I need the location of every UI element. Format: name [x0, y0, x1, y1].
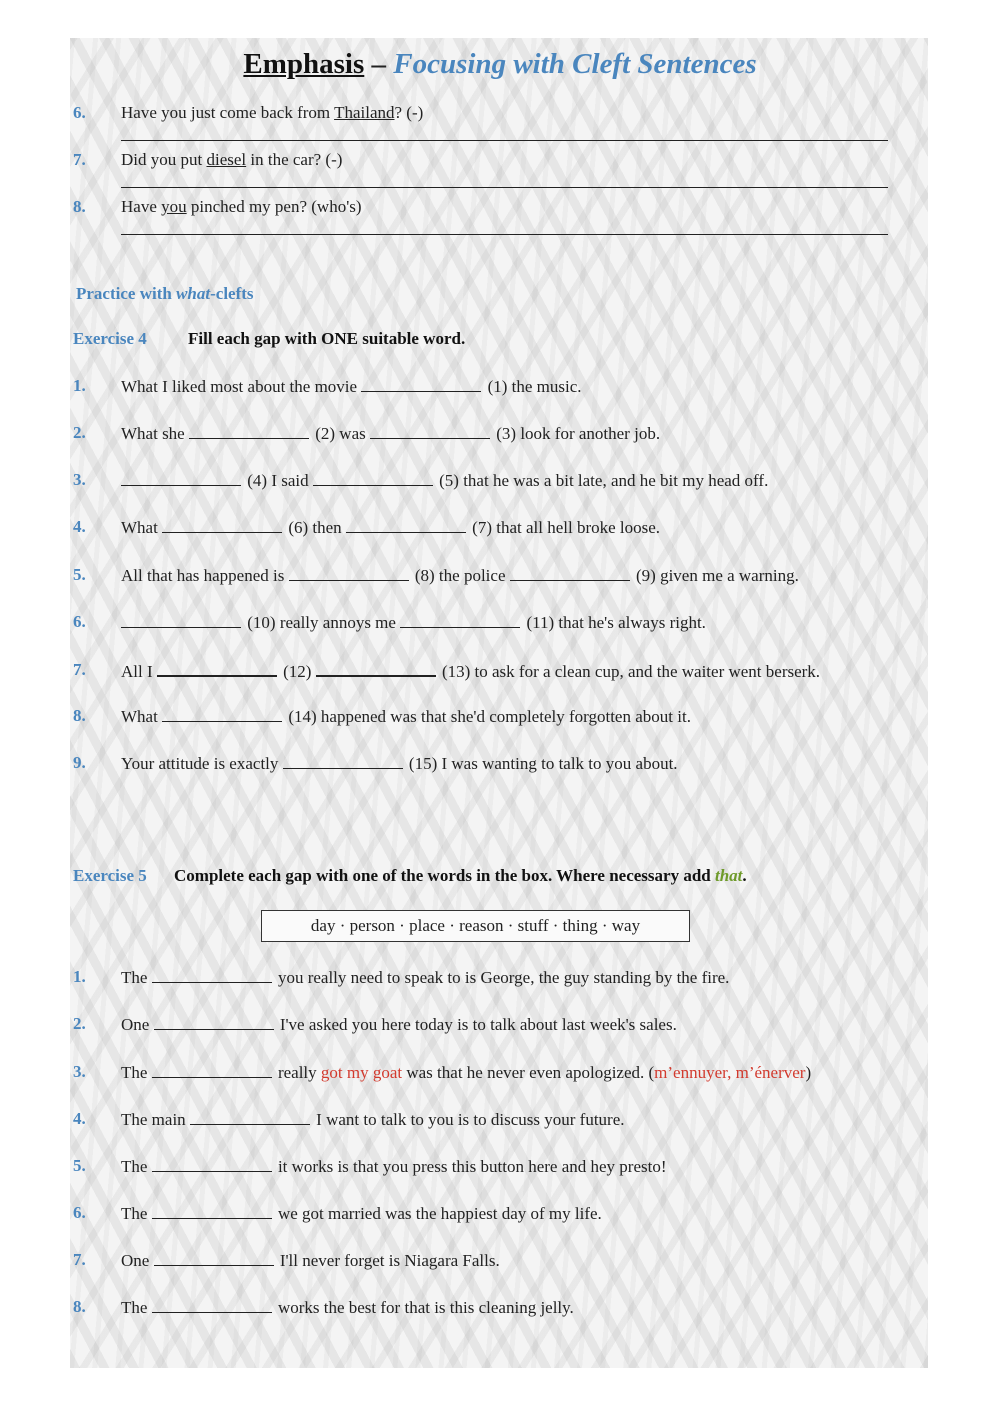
gap-blank[interactable] — [154, 1250, 274, 1266]
answer-line[interactable] — [121, 234, 888, 235]
item-text: What (14) happened was that she'd completely forgotten about it. — [121, 707, 691, 726]
item-number: 7. — [73, 150, 86, 169]
highlight-word: that — [715, 866, 743, 885]
item-number: 8. — [73, 706, 86, 725]
item-text: Did you put diesel in the car? (-) — [121, 150, 343, 169]
item-number: 2. — [73, 423, 86, 442]
title-subtitle: Focusing with Cleft Sentences — [393, 48, 757, 80]
gap-blank[interactable] — [152, 1203, 272, 1219]
title-main: Emphasis — [243, 48, 365, 80]
gap-blank[interactable] — [162, 706, 282, 722]
item-text: Have you just come back from Thailand? (-) — [121, 103, 424, 122]
gap-blank[interactable] — [152, 967, 272, 983]
item-number: 6. — [73, 612, 86, 631]
item-number: 7. — [73, 660, 86, 679]
item-text: The main I want to talk to you is to discuss your future. — [121, 1110, 625, 1129]
title-dash: – — [364, 48, 394, 80]
item-number: 3. — [73, 470, 86, 489]
exercise-4-label: Exercise 4 — [73, 329, 147, 348]
underlined-word: you — [161, 197, 187, 216]
gap-blank[interactable] — [346, 517, 466, 533]
item-text: What she (2) was (3) look for another job. — [121, 424, 661, 443]
item-text: Have you pinched my pen? (who's) — [121, 197, 362, 216]
item-number: 9. — [73, 753, 86, 772]
exercise-4-instruction: Fill each gap with ONE suitable word. — [188, 329, 466, 348]
underlined-word: Thailand — [334, 103, 395, 122]
gap-blank[interactable] — [121, 470, 241, 486]
item-number: 4. — [73, 1109, 86, 1128]
item-number: 1. — [73, 967, 86, 986]
item-number: 6. — [73, 1203, 86, 1222]
gap-blank[interactable] — [510, 565, 630, 581]
gap-blank[interactable] — [361, 376, 481, 392]
gap-blank[interactable] — [189, 423, 309, 439]
gap-blank[interactable] — [152, 1156, 272, 1172]
item-number: 1. — [73, 376, 86, 395]
item-text: (10) really annoys me (11) that he's always right. — [121, 612, 706, 633]
gap-blank[interactable] — [152, 1297, 272, 1313]
red-idiom: got my goat — [320, 1063, 403, 1082]
item-number: 5. — [73, 1156, 86, 1175]
item-text: What (6) then (7) that all hell broke loose. — [121, 518, 661, 537]
gap-blank[interactable] — [400, 612, 520, 628]
exercise-5-label: Exercise 5 — [73, 866, 147, 885]
gap-blank[interactable] — [370, 423, 490, 439]
item-number: 8. — [73, 197, 86, 216]
item-text: All I (12) (13) to ask for a clean cup, and the waiter went berserk. — [121, 662, 821, 681]
item-text: The we got married was the happiest day of my life. — [121, 1204, 602, 1223]
item-text: (4) I said (5) that he was a bit late, and he bit my head off. — [121, 470, 768, 491]
item-text: All that has happened is (8) the police (9) given me a warning. — [121, 566, 799, 585]
item-number: 8. — [73, 1297, 86, 1316]
item-text: One I'll never forget is Niagara Falls. — [121, 1251, 500, 1270]
item-number: 2. — [73, 1014, 86, 1033]
gap-blank[interactable] — [154, 1014, 274, 1030]
item-number: 6. — [73, 103, 86, 122]
item-text: One I've asked you here today is to talk about last week's sales. — [121, 1015, 677, 1034]
item-number: 5. — [73, 565, 86, 584]
exercise-5-instruction: Complete each gap with one of the words in the box. Where necessary add that. — [174, 866, 747, 885]
item-text: The works the best for that is this cleaning jelly. — [121, 1298, 574, 1317]
red-translation: m’ennuyer, m’énerver — [654, 1063, 806, 1082]
answer-line[interactable] — [121, 187, 888, 188]
item-text: What I liked most about the movie (1) the music. — [121, 377, 582, 396]
gap-blank[interactable] — [157, 660, 277, 677]
item-number: 7. — [73, 1250, 86, 1269]
item-text: The really got my goat was that he never even apologized. (m’ennuyer, m’énerver) — [121, 1063, 812, 1082]
gap-blank[interactable] — [313, 470, 433, 486]
gap-blank[interactable] — [283, 753, 403, 769]
gap-blank[interactable] — [152, 1062, 272, 1078]
item-number: 4. — [73, 517, 86, 536]
page-title — [0, 48, 1000, 81]
underlined-word: diesel — [206, 150, 247, 169]
gap-blank[interactable] — [289, 565, 409, 581]
answer-line[interactable] — [121, 140, 888, 141]
gap-blank[interactable] — [162, 517, 282, 533]
word-box: day · person · place · reason · stuff · thing · way — [261, 910, 690, 942]
gap-blank[interactable] — [316, 660, 436, 677]
gap-blank[interactable] — [121, 612, 241, 628]
item-text: Your attitude is exactly (15) I was wanting to talk to you about. — [121, 754, 678, 773]
item-text: The it works is that you press this button here and hey presto! — [121, 1157, 667, 1176]
gap-blank[interactable] — [190, 1109, 310, 1125]
item-number: 3. — [73, 1062, 86, 1081]
item-text: The you really need to speak to is George, the guy standing by the fire. — [121, 968, 730, 987]
section-heading: Practice with what-clefts — [76, 284, 254, 303]
